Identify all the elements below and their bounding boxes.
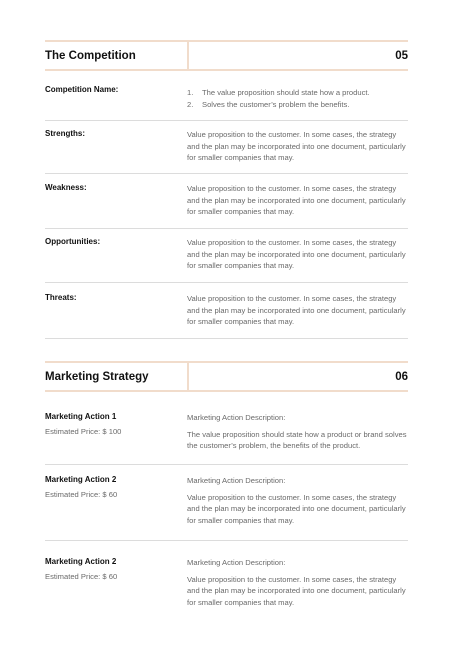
estimated-price: Estimated Price: $ 100 [45, 427, 122, 436]
threats-row [45, 283, 408, 339]
description-label: Marketing Action Description: [187, 476, 286, 485]
row-text: Value proposition to the customer. In some cases, the strategy and the plan may be incorporated into one document, particularly for smaller companies that may. [187, 184, 406, 217]
row-label: Weakness: [45, 183, 87, 192]
header-divider [187, 361, 189, 392]
header-divider [187, 40, 189, 71]
opportunities-row [45, 229, 408, 283]
row-text: Value proposition to the customer. In some cases, the strategy and the plan may be incorporated into one document, particularly for smaller companies that may. [187, 238, 406, 271]
strengths-row [45, 121, 408, 174]
competition-name-row [45, 71, 408, 121]
section-header-competition [45, 40, 408, 71]
description-text: Value proposition to the customer. In some cases, the strategy and the plan may be incorporated into one document, particularly for smaller companies that may. [187, 492, 406, 526]
competition-list [187, 87, 408, 112]
section-title: The Competition [45, 49, 136, 62]
section-number: 05 [395, 49, 408, 62]
row-text: Value proposition to the customer. In some cases, the strategy and the plan may be incorporated into one document, particularly for smaller companies that may. [187, 130, 406, 163]
description-text: Value proposition to the customer. In some cases, the strategy and the plan may be incorporated into one document, particularly for smaller companies that may. [187, 574, 406, 608]
description-label: Marketing Action Description: [187, 558, 286, 567]
description-label: Marketing Action Description: [187, 413, 286, 422]
marketing-action-row [45, 465, 408, 541]
row-label: Opportunities: [45, 237, 101, 246]
row-text: Value proposition to the customer. In some cases, the strategy and the plan may be incorporated into one document, particularly for smaller companies that may. [187, 294, 406, 327]
section-header-marketing [45, 361, 408, 392]
row-label: Competition Name: [45, 85, 119, 94]
list-item: 2. Solves the customer’s problem the benefits. [187, 100, 350, 110]
list-item: 1. The value proposition should state how a product. [187, 88, 370, 97]
action-label: Marketing Action 2 [45, 557, 117, 566]
row-label: Threats: [45, 293, 77, 302]
description-text: The value proposition should state how a product or brand solves the customer’s problem, the benefits of the product. [187, 429, 407, 451]
action-label: Marketing Action 2 [45, 475, 117, 484]
marketing-action-row [45, 392, 408, 465]
section-title: Marketing Strategy [45, 370, 149, 383]
row-label: Strengths: [45, 129, 85, 138]
marketing-action-row [45, 541, 408, 617]
estimated-price: Estimated Price: $ 60 [45, 490, 118, 499]
section-number: 06 [395, 370, 408, 383]
document-page [45, 40, 408, 617]
estimated-price: Estimated Price: $ 60 [45, 572, 118, 581]
action-label: Marketing Action 1 [45, 412, 117, 421]
weakness-row [45, 174, 408, 229]
